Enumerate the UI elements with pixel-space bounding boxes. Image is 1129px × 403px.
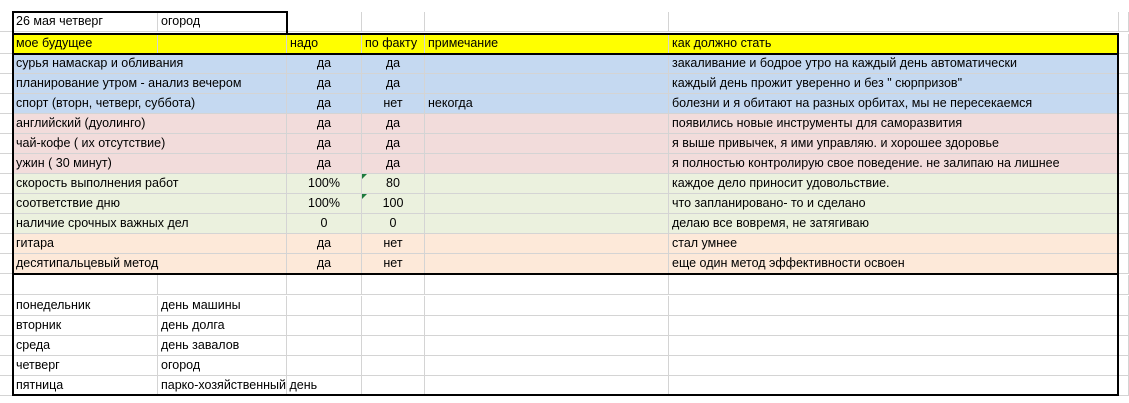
fact-cell[interactable]: да [362, 154, 425, 174]
cell[interactable] [1119, 94, 1129, 114]
day-theme-cell[interactable]: день завалов [158, 336, 287, 356]
goal-cell[interactable]: я выше привычек, я ими управляю. и хорошее здоровье [669, 134, 1119, 154]
cell[interactable] [425, 336, 669, 356]
cell[interactable] [287, 336, 362, 356]
fact-value: 80 [386, 176, 400, 190]
cell[interactable] [0, 336, 13, 356]
fact-cell[interactable]: нет [362, 234, 425, 254]
cell[interactable] [1119, 54, 1129, 74]
note-cell[interactable] [425, 154, 669, 174]
header-cell-goal[interactable]: как должно стать [669, 34, 1119, 54]
goal-cell[interactable]: появились новые инструменты для саморазвития [669, 114, 1119, 134]
cell[interactable] [0, 154, 13, 174]
cell[interactable] [1119, 356, 1129, 376]
cell[interactable] [669, 296, 1119, 316]
note-cell[interactable] [425, 214, 669, 234]
habit-cell[interactable]: сурья намаскар и обливания [13, 54, 287, 74]
cell[interactable] [0, 356, 13, 376]
cell[interactable] [1119, 34, 1129, 54]
cell[interactable] [13, 275, 158, 295]
cell[interactable] [0, 94, 13, 114]
cell[interactable] [362, 336, 425, 356]
cell[interactable] [1119, 134, 1129, 154]
cell[interactable] [1119, 336, 1129, 356]
empty-row [0, 275, 1129, 295]
title-cell[interactable]: огород [158, 12, 287, 32]
fact-cell[interactable]: да [362, 74, 425, 94]
header-cell-need[interactable]: надо [287, 34, 362, 54]
table-row [0, 114, 1129, 134]
week-row [0, 336, 1129, 356]
header-cell-fact[interactable]: по факту [362, 34, 425, 54]
fact-cell[interactable]: нет [362, 254, 425, 274]
day-theme-cell[interactable]: день долга [158, 316, 287, 336]
fact-cell[interactable]: да [362, 114, 425, 134]
cell[interactable] [362, 12, 425, 32]
cell[interactable] [669, 356, 1119, 376]
cell[interactable] [362, 275, 425, 295]
cell[interactable] [0, 234, 13, 254]
cell[interactable] [669, 316, 1119, 336]
cell[interactable] [1119, 316, 1129, 336]
cell[interactable] [0, 114, 13, 134]
cell[interactable] [0, 275, 13, 295]
habit-cell[interactable]: десятипальцевый метод [13, 254, 287, 274]
weekday-cell[interactable]: четверг [13, 356, 158, 376]
note-cell[interactable]: некогда [425, 94, 669, 114]
goal-cell[interactable]: болезни и я обитают на разных орбитах, мы не пересекаемся [669, 94, 1119, 114]
cell[interactable] [1119, 194, 1129, 214]
fact-cell[interactable] [362, 174, 425, 194]
table-row [0, 94, 1129, 114]
habit-cell[interactable]: скорость выполнения работ [13, 174, 287, 194]
cell[interactable] [362, 316, 425, 336]
cell[interactable] [0, 12, 13, 32]
cell[interactable] [362, 296, 425, 316]
note-cell[interactable] [425, 74, 669, 94]
habit-cell[interactable]: английский (дуолинго) [13, 114, 287, 134]
cell[interactable] [1119, 154, 1129, 174]
weekday-cell[interactable]: понедельник [13, 296, 158, 316]
week-row [0, 296, 1129, 316]
header-cell-future[interactable]: мое будущее [13, 34, 158, 54]
table-row [0, 74, 1129, 94]
need-cell[interactable]: да [287, 254, 362, 274]
note-cell[interactable] [425, 194, 669, 214]
cell[interactable] [287, 12, 362, 32]
table-row [0, 174, 1129, 194]
cell[interactable] [287, 275, 362, 295]
cell[interactable] [1119, 234, 1129, 254]
day-theme-cell[interactable]: парко-хозяйственный день [158, 376, 287, 396]
need-cell[interactable]: да [287, 74, 362, 94]
note-cell[interactable] [425, 54, 669, 74]
cell[interactable] [287, 316, 362, 336]
cell[interactable] [1119, 275, 1129, 295]
cell[interactable] [425, 316, 669, 336]
cell[interactable] [669, 376, 1119, 396]
cell[interactable] [1119, 174, 1129, 194]
cell[interactable] [1119, 296, 1129, 316]
goal-cell[interactable]: каждый день прожит уверенно и без " сюрпризов" [669, 74, 1119, 94]
need-cell[interactable]: да [287, 54, 362, 74]
week-row [0, 316, 1129, 336]
cell[interactable] [0, 54, 13, 74]
cell[interactable] [1119, 74, 1129, 94]
day-theme-cell[interactable]: огород [158, 356, 287, 376]
habit-cell[interactable]: наличие срочных важных дел [13, 214, 287, 234]
cell[interactable] [425, 356, 669, 376]
note-cell[interactable] [425, 174, 669, 194]
header-cell-empty[interactable] [158, 34, 287, 54]
habit-cell[interactable]: гитара [13, 234, 287, 254]
cell[interactable] [425, 275, 669, 295]
cell[interactable] [669, 12, 1119, 32]
cell[interactable] [425, 12, 669, 32]
fact-value: 100 [382, 196, 404, 210]
week-row [0, 376, 1129, 396]
note-cell[interactable] [425, 114, 669, 134]
cell[interactable] [0, 214, 13, 234]
habit-cell[interactable]: спорт (вторн, четверг, суббота) [13, 94, 287, 114]
table-row [0, 254, 1129, 274]
note-cell[interactable] [425, 254, 669, 274]
need-cell[interactable]: да [287, 234, 362, 254]
cell[interactable] [669, 336, 1119, 356]
habit-cell[interactable]: ужин ( 30 минут) [13, 154, 287, 174]
cell[interactable] [0, 174, 13, 194]
cell[interactable] [362, 376, 425, 396]
comment-marker-icon [362, 194, 367, 199]
goal-cell[interactable]: что запланировано- то и сделано [669, 194, 1119, 214]
table-row [0, 134, 1129, 154]
goal-cell[interactable]: закаливание и бодрое утро на каждый день автоматически [669, 54, 1119, 74]
fact-cell[interactable]: 0 [362, 214, 425, 234]
week-row [0, 356, 1129, 376]
table-row [0, 234, 1129, 254]
cell[interactable] [1119, 12, 1129, 32]
need-cell[interactable]: да [287, 94, 362, 114]
cell[interactable] [0, 134, 13, 154]
header-row [0, 34, 1129, 54]
cell[interactable] [1119, 254, 1129, 274]
habit-cell[interactable]: соответствие дню [13, 194, 287, 214]
cell[interactable] [362, 356, 425, 376]
habit-cell[interactable]: планирование утром - анализ вечером [13, 74, 287, 94]
date-cell[interactable]: 26 мая четверг [13, 12, 158, 32]
habit-cell[interactable]: чай-кофе ( их отсутствие) [13, 134, 287, 154]
weekday-cell[interactable]: среда [13, 336, 158, 356]
need-cell[interactable]: да [287, 154, 362, 174]
cell[interactable] [287, 356, 362, 376]
cell[interactable] [0, 194, 13, 214]
goal-cell[interactable]: я полностью контролирую свое поведение. не залипаю на лишнее [669, 154, 1119, 174]
cell[interactable] [0, 254, 13, 274]
fact-cell[interactable]: нет [362, 94, 425, 114]
weekday-cell[interactable]: вторник [13, 316, 158, 336]
cell[interactable] [1119, 114, 1129, 134]
fact-cell[interactable] [362, 194, 425, 214]
goal-cell[interactable]: каждое дело приносит удовольствие. [669, 174, 1119, 194]
table-row [0, 154, 1129, 174]
goal-cell[interactable]: делаю все вовремя, не затягиваю [669, 214, 1119, 234]
table-row [0, 54, 1129, 74]
weekday-cell[interactable]: пятница [13, 376, 158, 396]
need-cell[interactable]: да [287, 134, 362, 154]
cell[interactable] [669, 275, 1119, 295]
goal-cell[interactable]: еще один метод эффективности освоен [669, 254, 1119, 274]
cell[interactable] [0, 296, 13, 316]
table-row [0, 214, 1129, 234]
cell[interactable] [287, 296, 362, 316]
table-row [0, 194, 1129, 214]
cell[interactable] [158, 275, 287, 295]
fact-cell[interactable]: да [362, 134, 425, 154]
cell[interactable] [1119, 376, 1129, 396]
note-cell[interactable] [425, 234, 669, 254]
fact-cell[interactable]: да [362, 54, 425, 74]
cell[interactable] [425, 376, 669, 396]
cell[interactable] [0, 376, 13, 396]
goal-cell[interactable]: стал умнее [669, 234, 1119, 254]
cell[interactable] [0, 34, 13, 54]
cell[interactable] [0, 74, 13, 94]
day-theme-cell[interactable]: день машины [158, 296, 287, 316]
need-cell[interactable]: 100% [287, 174, 362, 194]
comment-marker-icon [362, 174, 367, 179]
need-cell[interactable]: 0 [287, 214, 362, 234]
cell[interactable] [0, 316, 13, 336]
header-cell-note[interactable]: примечание [425, 34, 669, 54]
row-date [0, 12, 1129, 32]
cell[interactable] [1119, 214, 1129, 234]
need-cell[interactable]: да [287, 114, 362, 134]
need-cell[interactable]: 100% [287, 194, 362, 214]
cell[interactable] [425, 296, 669, 316]
note-cell[interactable] [425, 134, 669, 154]
cell[interactable] [287, 376, 362, 396]
